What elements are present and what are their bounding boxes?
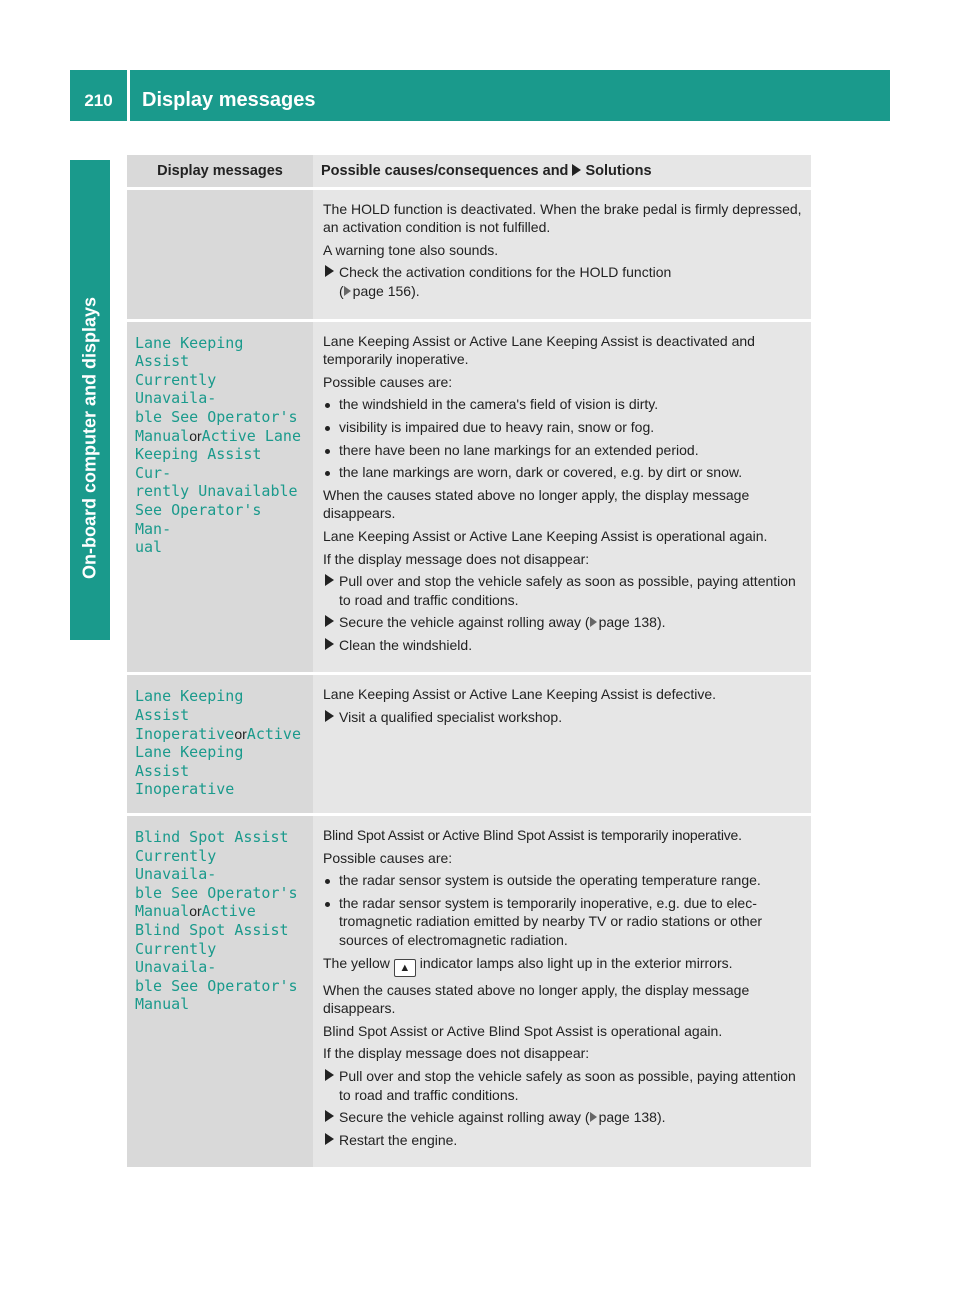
col-header-solutions: [313, 155, 811, 188]
col-header-display-messages: Display messages: [127, 155, 313, 188]
message-b: Active Lane Keeping Assist Cur‐ rently Unavailable See Operator's Man‐ ual: [135, 426, 301, 557]
message-a: Lane Keeping Assist Currently Unavaila‐ ble See Operator's Manual: [135, 333, 298, 445]
page-number: 210: [84, 91, 113, 110]
message-b: Active Lane Keeping Assist Inoperative: [135, 724, 301, 799]
display-message-text: [135, 687, 305, 799]
step-item: Clean the windshield.: [323, 636, 803, 655]
step-item: Pull over and stop the vehicle safely as soon as possible, paying attention to road and traffic conditions.: [323, 572, 803, 609]
paragraph: Blind Spot Assist or Active Blind Spot Assist is temporarily inoperative.: [323, 827, 742, 844]
message-a: Blind Spot Assist Currently Unavaila‐ ble See Operator's Manual: [135, 828, 298, 921]
header-bar: [70, 70, 890, 121]
paragraph: The yellow ▲ indicator lamps also light up in the exterior mirrors.: [323, 954, 803, 977]
or-separator: or: [189, 903, 202, 920]
table-row: [127, 188, 811, 320]
paragraph: A warning tone also sounds.: [323, 241, 499, 258]
bullet-icon: [325, 471, 330, 476]
arrow-right-icon: [325, 638, 334, 650]
display-messages-table: [127, 155, 811, 1170]
page-ref-icon: [590, 617, 597, 627]
arrow-right-icon: [325, 574, 334, 586]
col2-header-prefix: Possible causes/consequences and: [321, 163, 569, 179]
display-message-text: [135, 828, 305, 1014]
message-a: Lane Keeping Assist Inoperative: [135, 687, 244, 743]
or-separator: or: [234, 725, 247, 742]
paragraph: Lane Keeping Assist or Active Lane Keeping Assist is operational again.: [323, 527, 768, 544]
page-reference: page 156).: [352, 282, 420, 299]
bullet-icon: [325, 426, 330, 431]
side-tab-marker: [70, 585, 110, 640]
paragraph: Blind Spot Assist or Active Blind Spot Assist is operational again.: [323, 1022, 723, 1039]
solution-cell: [313, 320, 811, 674]
display-message-cell: [127, 320, 313, 674]
bullet-item: the radar sensor system is temporarily inoperative, e.g. due to elec‐tromagnetic radiation emitted by nearby TV or radio stations or other sources of electromagnetic radiation.: [323, 894, 803, 950]
bullet-item: the windshield in the camera's field of vision is dirty.: [323, 395, 803, 414]
paragraph: The HOLD function is deactivated. When the brake pedal is firmly depressed, an activation condition is not fulfilled.: [323, 200, 802, 236]
bullet-icon: [325, 449, 330, 454]
paragraph: Possible causes are:: [323, 849, 453, 866]
bullet-icon: [325, 902, 330, 907]
bullet-icon: [325, 879, 330, 884]
paragraph: If the display message does not disappear:: [323, 1045, 590, 1062]
solution-cell: [313, 815, 811, 1169]
page-title: Display messages: [142, 89, 316, 111]
arrow-right-icon: [325, 710, 334, 722]
paragraph: If the display message does not disappear:: [323, 550, 590, 567]
blind-spot-warning-icon: ▲: [394, 959, 416, 977]
step-item: Secure the vehicle against rolling away ( page 138).: [323, 613, 803, 632]
bullet-item: visibility is impaired due to heavy rain, snow or fog.: [323, 418, 803, 437]
paragraph: Lane Keeping Assist or Active Lane Keeping Assist is defective.: [323, 686, 717, 703]
header-divider: [127, 70, 130, 121]
step-text: Check the activation conditions for the HOLD function: [339, 264, 672, 281]
table-row: [127, 320, 811, 674]
arrow-right-icon: [325, 615, 334, 627]
table-row: [127, 674, 811, 815]
bullet-item: the radar sensor system is outside the operating temperature range.: [323, 871, 803, 890]
col2-header-suffix: Solutions: [585, 163, 652, 179]
step-item: Visit a qualified specialist workshop.: [323, 708, 803, 727]
page-ref-icon: [590, 1112, 597, 1122]
step-item: Check the activation conditions for the HOLD function ( page 156).: [323, 263, 803, 300]
paragraph: When the causes stated above no longer apply, the display message disappears.: [323, 486, 750, 522]
page-ref-icon: [344, 286, 351, 296]
table-row: [127, 815, 811, 1169]
paragraph: When the causes stated above no longer apply, the display message disappears.: [323, 981, 750, 1017]
arrow-right-icon: [325, 1110, 334, 1122]
arrow-right-icon: [325, 265, 334, 277]
or-separator: or: [189, 427, 202, 444]
display-message-cell: [127, 674, 313, 815]
side-tab-label: On-board computer and displays: [79, 296, 100, 580]
solution-cell: [313, 188, 811, 320]
bullet-item: the lane markings are worn, dark or covered, e.g. by dirt or snow.: [323, 463, 803, 482]
display-message-cell: [127, 188, 313, 320]
paragraph: Possible causes are:: [323, 373, 453, 390]
table-header-row: [127, 155, 811, 188]
step-item: Secure the vehicle against rolling away ( page 138).: [323, 1108, 803, 1127]
display-message-text: [135, 334, 305, 557]
arrow-right-icon: [325, 1133, 334, 1145]
arrow-right-icon: [572, 164, 581, 176]
solution-cell: [313, 674, 811, 815]
step-item: Restart the engine.: [323, 1131, 803, 1150]
bullet-icon: [325, 403, 330, 408]
step-item: Pull over and stop the vehicle safely as soon as possible, paying attention to road and traffic conditions.: [323, 1067, 803, 1104]
arrow-right-icon: [325, 1069, 334, 1081]
page-reference: page 138).: [598, 1109, 666, 1126]
page-reference: page 138).: [598, 614, 666, 631]
bullet-item: there have been no lane markings for an extended period.: [323, 441, 803, 460]
message-b: Active Blind Spot Assist Currently Unavaila‐ ble See Operator's Manual: [135, 902, 298, 1014]
display-message-cell: [127, 815, 313, 1169]
paragraph: Lane Keeping Assist or Active Lane Keeping Assist is deactivated and temporarily inoperative.: [323, 332, 755, 368]
